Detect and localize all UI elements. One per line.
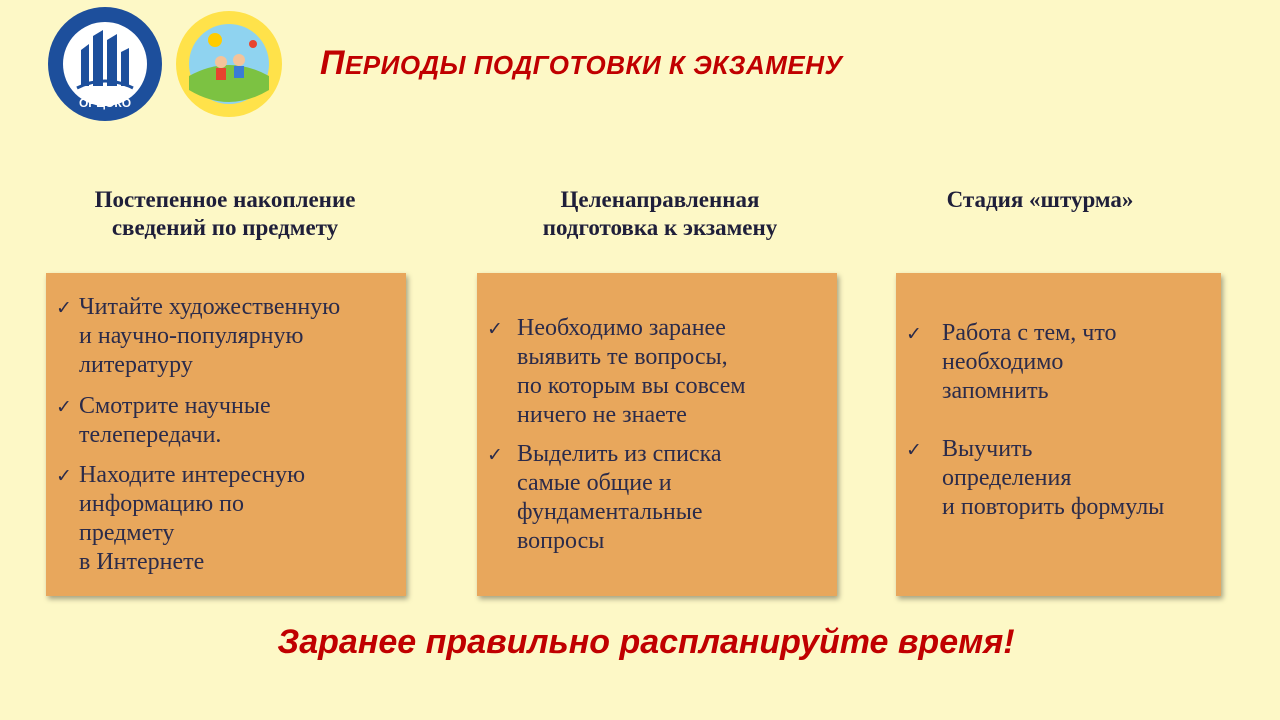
content-box-3: [896, 273, 1221, 596]
column-heading-2: Целенаправленная подготовка к экзамену: [542, 187, 778, 240]
list-item: ✓ Выделить из списка самые общие и фундаментальные вопросы: [487, 441, 722, 554]
orcoko-logo: [47, 6, 163, 122]
check-icon: ✓: [906, 439, 922, 461]
column-heading-1: Постепенное накопление сведений по предмету: [94, 187, 356, 240]
check-icon: ✓: [56, 396, 72, 418]
list-item: ✓ Работа с тем, что необходимо запомнить: [906, 320, 1117, 404]
check-icon: ✓: [487, 318, 503, 340]
content-box-2: [477, 273, 837, 596]
check-icon: ✓: [906, 323, 922, 345]
list-item: ✓ Читайте художественную и научно-популярную литературу: [56, 294, 341, 378]
check-icon: ✓: [56, 465, 72, 487]
content-box-1: [46, 273, 406, 596]
list-item: ✓ Находите интересную информацию по предмету в Интернете: [56, 462, 306, 575]
column-heading-3: Стадия «штурма»: [946, 187, 1134, 212]
page-title: ПЕРИОДЫ ПОДГОТОВКИ К ЭКЗАМЕНУ: [320, 44, 843, 82]
footer-slogan: Заранее правильно распланируйте время!: [277, 623, 1015, 661]
list-item: ✓ Смотрите научные телепередачи.: [56, 393, 271, 448]
orcoko-logo-text: ОРЦОКО: [78, 96, 132, 110]
list-item: ✓ Необходимо заранее выявить те вопросы, по которым вы совсем ничего не знаете: [487, 315, 746, 428]
check-icon: ✓: [487, 444, 503, 466]
list-item: ✓ Выучить определения и повторить формулы: [906, 436, 1165, 520]
kids-center-logo: [175, 10, 283, 118]
check-icon: ✓: [56, 297, 72, 319]
